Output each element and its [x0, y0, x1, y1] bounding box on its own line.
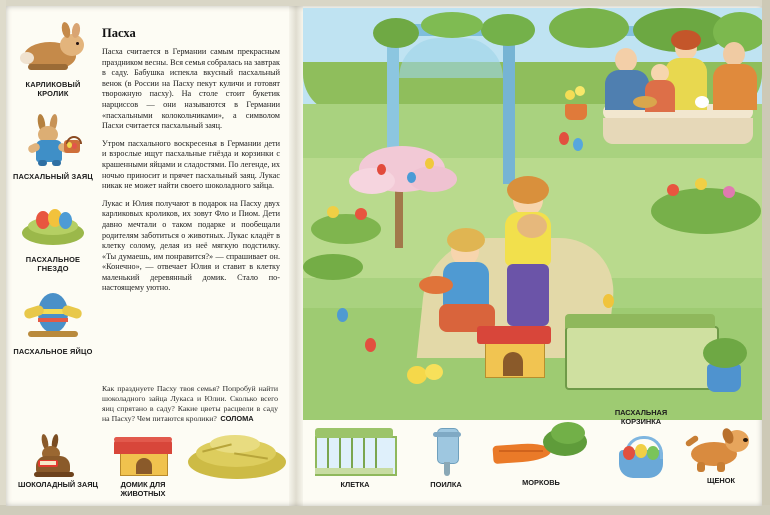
easter-bunny-icon [14, 112, 92, 170]
greenhouse-frame [565, 326, 719, 390]
easter-wreath-cake [633, 96, 657, 108]
pergola-foliage [373, 18, 419, 48]
blossom-foliage [349, 168, 395, 194]
background-right-edge [762, 0, 770, 515]
item-caption: ПАСХАЛЬНАЯ КОРЗИНКА [614, 408, 668, 426]
flower-bed [311, 214, 381, 244]
pet-house-door [503, 352, 523, 376]
hanging-egg [425, 158, 434, 169]
water-bottle-icon [407, 424, 485, 480]
chick [407, 366, 427, 384]
tree-foliage [549, 8, 629, 48]
greenhouse-roof [565, 314, 715, 328]
left-bottom-items [14, 414, 290, 502]
bottom-item-chocolate-bunny [16, 428, 100, 489]
person-head-father [615, 48, 637, 72]
bottom-item-pet-house [100, 428, 186, 498]
pergola-post-right [503, 34, 515, 184]
flower-bed [651, 188, 761, 234]
icon-caption: ПАСХАЛЬНЫЙ ЗАЯЦ [13, 172, 93, 181]
pet-house-icon [100, 428, 186, 480]
rabbit-icon [14, 20, 92, 78]
left-icon-column [10, 20, 96, 370]
icon-caption: ПАСХАЛЬНОЕ ЯЙЦО [13, 347, 93, 356]
hidden-egg [365, 338, 376, 352]
icon-item-nest [10, 195, 96, 273]
garden-scene-illustration [303, 8, 762, 420]
book-gutter [289, 6, 303, 506]
easter-nest-icon [14, 195, 92, 253]
flower [667, 184, 679, 196]
question-text: Как празднуете Пасху твоя семья? Попробуй найти шоколадного зайца Лукаса и Юлии. Сколько всего яиц спрятано в саду? Какие цветы расцвели в саду на Пасху? Чем питаются кролики? [102, 384, 278, 423]
plate [695, 96, 709, 108]
easter-egg-icon [14, 287, 92, 345]
icon-item-easter-bunny [10, 112, 96, 181]
page-title: Пасха [102, 26, 136, 40]
bottom-item-water-bottle [407, 424, 485, 489]
cage-icon [305, 424, 405, 480]
blossom-foliage [409, 166, 457, 192]
icon-caption: КАРЛИКОВЫЙ КРОЛИК [25, 80, 81, 98]
person-hair-mother [671, 30, 701, 50]
pet-house-roof [477, 326, 551, 344]
carrot-icon [485, 418, 597, 478]
garden-table-cloth [603, 118, 753, 144]
girl-trousers [507, 264, 549, 326]
straw-icon [182, 425, 292, 481]
item-caption: ШОКОЛАДНЫЙ ЗАЯЦ [18, 480, 98, 489]
item-caption: КЛЕТКА [340, 480, 370, 489]
bottom-item-carrot [485, 418, 597, 487]
narcissus-flower [565, 90, 575, 100]
item-caption: ЩЕНОК [706, 476, 736, 485]
hidden-egg [573, 138, 583, 151]
bottom-item-puppy [683, 420, 759, 485]
article-paragraph: Утром пасхального воскресенья в Германии дети и взрослые ищут пасхальные гнёзда и корзинки с крашенными яйцами и сладостями. По легенде, их ночью приносит и прячет пасхальный заяц. Лукас никак не может найти своего шоколадного зайца. [102, 138, 280, 191]
article-paragraph: Лукас и Юлия получают в подарок на Пасху двух карликовых кроликов, их зовут Фло и Пиом. Дети давно мечтали о таком подарке и пообещали родителям заботиться о животных. Лукас кладёт в клетку солому, делая из неё мягкую подстилку. «Ты думаешь, им понравится?» — спрашивает он. «Конечно», — отвечает Юлия и ставит в клетку маленький деревянный домик. Стало по-настоящему уютно. [102, 198, 280, 293]
pot-plant [703, 338, 747, 368]
hidden-egg [603, 294, 614, 308]
flower [355, 208, 367, 220]
right-page [303, 6, 762, 506]
chocolate-bunny-icon [16, 428, 100, 480]
left-page [6, 6, 291, 506]
article [102, 26, 280, 301]
icon-caption: ПАСХАЛЬНОЕ ГНЕЗДО [25, 255, 81, 273]
bottom-item-cage [305, 424, 405, 489]
girl-hair [507, 176, 549, 204]
flower-bed [303, 254, 363, 280]
person-head-grandpa [723, 42, 745, 66]
right-bottom-items [303, 408, 762, 506]
puppy-icon [683, 420, 759, 476]
held-rabbit [517, 214, 547, 238]
flower [723, 186, 735, 198]
bottom-item-easter-basket [595, 408, 687, 486]
blue-flower-pot [707, 364, 741, 392]
hidden-egg [337, 308, 348, 322]
boy-hair [447, 228, 485, 252]
flower-pot [565, 104, 587, 120]
hanging-egg [377, 164, 386, 175]
pergola-foliage [481, 14, 535, 46]
item-caption: ДОМИК ДЛЯ ЖИВОТНЫХ [120, 480, 166, 498]
open-book [6, 6, 762, 506]
person-body-grandpa [713, 64, 757, 110]
chick [425, 364, 443, 380]
bottom-item-straw [182, 414, 292, 481]
easter-basket-icon [595, 428, 687, 486]
icon-item-egg [10, 287, 96, 356]
icon-item-rabbit [10, 20, 96, 98]
article-body [102, 47, 280, 294]
article-paragraph: Пасха считается в Германии самым прекрасным праздником весны. Вся семья собралась на завтрак в саду. Бабушка испекла вкусный пасхальный венок (в России на Пасху пекут куличи и готовят творожную пасху). На столе стоит букетик нарциссов — они называются в Германии «пасхальными колокольчиками», а символом Пасхи считается пасхальный заяц. [102, 47, 280, 131]
pergola-foliage [421, 12, 483, 38]
item-caption: МОРКОВЬ [522, 478, 560, 487]
hidden-egg [559, 132, 569, 145]
fox [419, 276, 453, 294]
flower [695, 178, 707, 190]
narcissus-flower [575, 86, 585, 96]
background-bottom-edge [0, 505, 770, 515]
hanging-egg [407, 172, 416, 183]
item-caption: СОЛОМА [220, 414, 254, 423]
item-caption: ПОИЛКА [430, 480, 462, 489]
flower [327, 206, 339, 218]
